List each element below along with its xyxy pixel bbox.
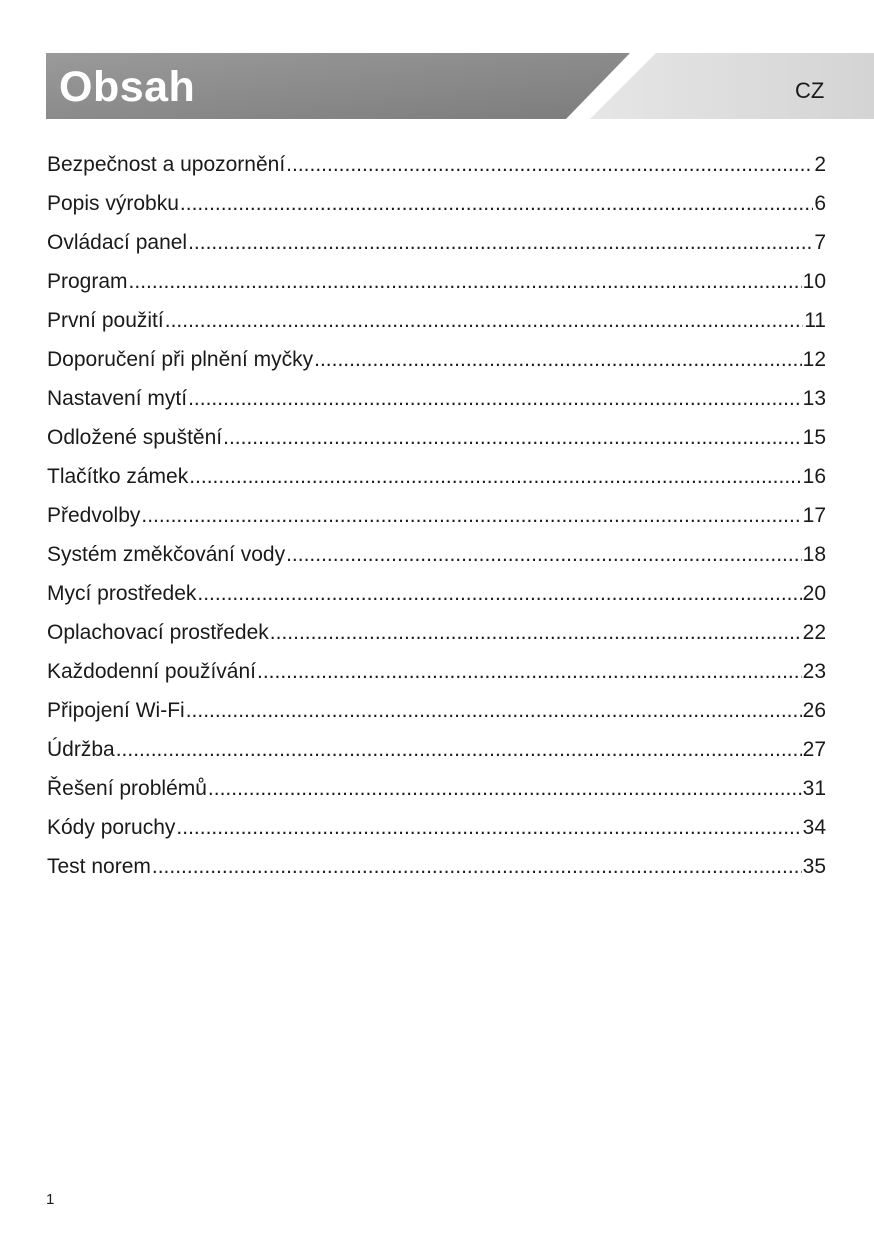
- toc-entry[interactable]: [47, 657, 826, 696]
- toc-entry-page: 22: [802, 621, 826, 644]
- toc-entry[interactable]: [47, 735, 826, 774]
- toc-dot-leader: [186, 696, 802, 726]
- toc-dot-leader: [223, 423, 802, 453]
- toc-dot-leader: [116, 735, 802, 765]
- page-number: 1: [46, 1191, 55, 1208]
- toc-dot-leader: [152, 852, 802, 882]
- header-light-tab: [590, 53, 874, 119]
- toc-entry-page: 12: [802, 348, 826, 371]
- toc-entry[interactable]: [47, 618, 826, 657]
- toc-entry[interactable]: [47, 423, 826, 462]
- toc-entry[interactable]: [47, 540, 826, 579]
- toc-entry[interactable]: [47, 579, 826, 618]
- toc-entry-page: 27: [802, 738, 826, 761]
- page-title: Obsah: [59, 63, 196, 111]
- toc-dot-leader: [141, 501, 801, 531]
- toc-entry-page: 7: [814, 231, 826, 254]
- toc-dot-leader: [180, 189, 813, 219]
- toc-dot-leader: [188, 228, 813, 258]
- language-code: CZ: [795, 78, 825, 103]
- toc-entry[interactable]: [47, 813, 826, 852]
- toc-entry-page: 31: [802, 777, 826, 800]
- toc-entry-title: Každodenní používání: [47, 660, 256, 683]
- toc-entry[interactable]: [47, 228, 826, 267]
- toc-entry-page: 26: [802, 699, 826, 722]
- toc-entry-page: 34: [802, 816, 826, 839]
- toc-entry[interactable]: [47, 774, 826, 813]
- toc-entry-title: Odložené spuštění: [47, 426, 223, 449]
- toc-entry-page: 35: [802, 855, 826, 878]
- toc-entry-page: 17: [802, 504, 826, 527]
- toc-entry-page: 11: [804, 309, 826, 332]
- toc-dot-leader: [176, 813, 801, 843]
- toc-entry[interactable]: [47, 150, 826, 189]
- toc-entry[interactable]: [47, 345, 826, 384]
- toc-entry[interactable]: [47, 462, 826, 501]
- toc-entry-page: 6: [814, 192, 826, 215]
- toc-entry-title: Tlačítko zámek: [47, 465, 189, 488]
- toc-entry-title: Připojení Wi-Fi: [47, 699, 185, 722]
- toc-entry-page: 10: [802, 270, 826, 293]
- toc-entry-page: 13: [802, 387, 826, 410]
- toc-entry-title: Test norem: [47, 855, 151, 878]
- toc-entry-title: Mycí prostředek: [47, 582, 197, 605]
- toc-entry-title: Bezpečnost a upozornění: [47, 153, 286, 176]
- toc-entry[interactable]: [47, 501, 826, 540]
- toc-entry-title: Systém změkčování vody: [47, 543, 286, 566]
- toc-entry-title: Údržba: [47, 738, 115, 761]
- toc-entry-title: Kódy poruchy: [47, 816, 176, 839]
- toc-dot-leader: [286, 150, 813, 180]
- toc-entry[interactable]: [47, 189, 826, 228]
- toc-entry-title: Řešení problémů: [47, 777, 207, 800]
- toc-entry-title: Program: [47, 270, 128, 293]
- toc-entry-page: 2: [814, 153, 826, 176]
- toc-entry-title: Předvolby: [47, 504, 141, 527]
- toc-entry[interactable]: [47, 384, 826, 423]
- toc-dot-leader: [197, 579, 801, 609]
- toc-entry-page: 18: [802, 543, 826, 566]
- toc-entry-title: Popis výrobku: [47, 192, 179, 215]
- toc-entry-title: Ovládací panel: [47, 231, 188, 254]
- toc-dot-leader: [314, 345, 802, 375]
- toc-entry[interactable]: [47, 852, 826, 891]
- toc-entry-page: 15: [802, 426, 826, 449]
- toc-entry-title: Oplachovací prostředek: [47, 621, 269, 644]
- toc-dot-leader: [208, 774, 802, 804]
- toc-entry[interactable]: [47, 267, 826, 306]
- toc-entry-title: První použití: [47, 309, 164, 332]
- table-of-contents: [47, 150, 826, 891]
- toc-entry-title: Doporučení při plnění myčky: [47, 348, 314, 371]
- toc-dot-leader: [129, 267, 802, 297]
- toc-dot-leader: [286, 540, 802, 570]
- toc-entry-page: 20: [802, 582, 826, 605]
- toc-dot-leader: [257, 657, 802, 687]
- toc-entry-title: Nastavení mytí: [47, 387, 188, 410]
- toc-dot-leader: [270, 618, 802, 648]
- toc-entry[interactable]: [47, 306, 826, 345]
- toc-entry[interactable]: [47, 696, 826, 735]
- toc-dot-leader: [165, 306, 803, 336]
- toc-dot-leader: [188, 384, 802, 414]
- toc-entry-page: 16: [802, 465, 826, 488]
- toc-dot-leader: [189, 462, 801, 492]
- header-banner: [0, 0, 874, 130]
- toc-entry-page: 23: [802, 660, 826, 683]
